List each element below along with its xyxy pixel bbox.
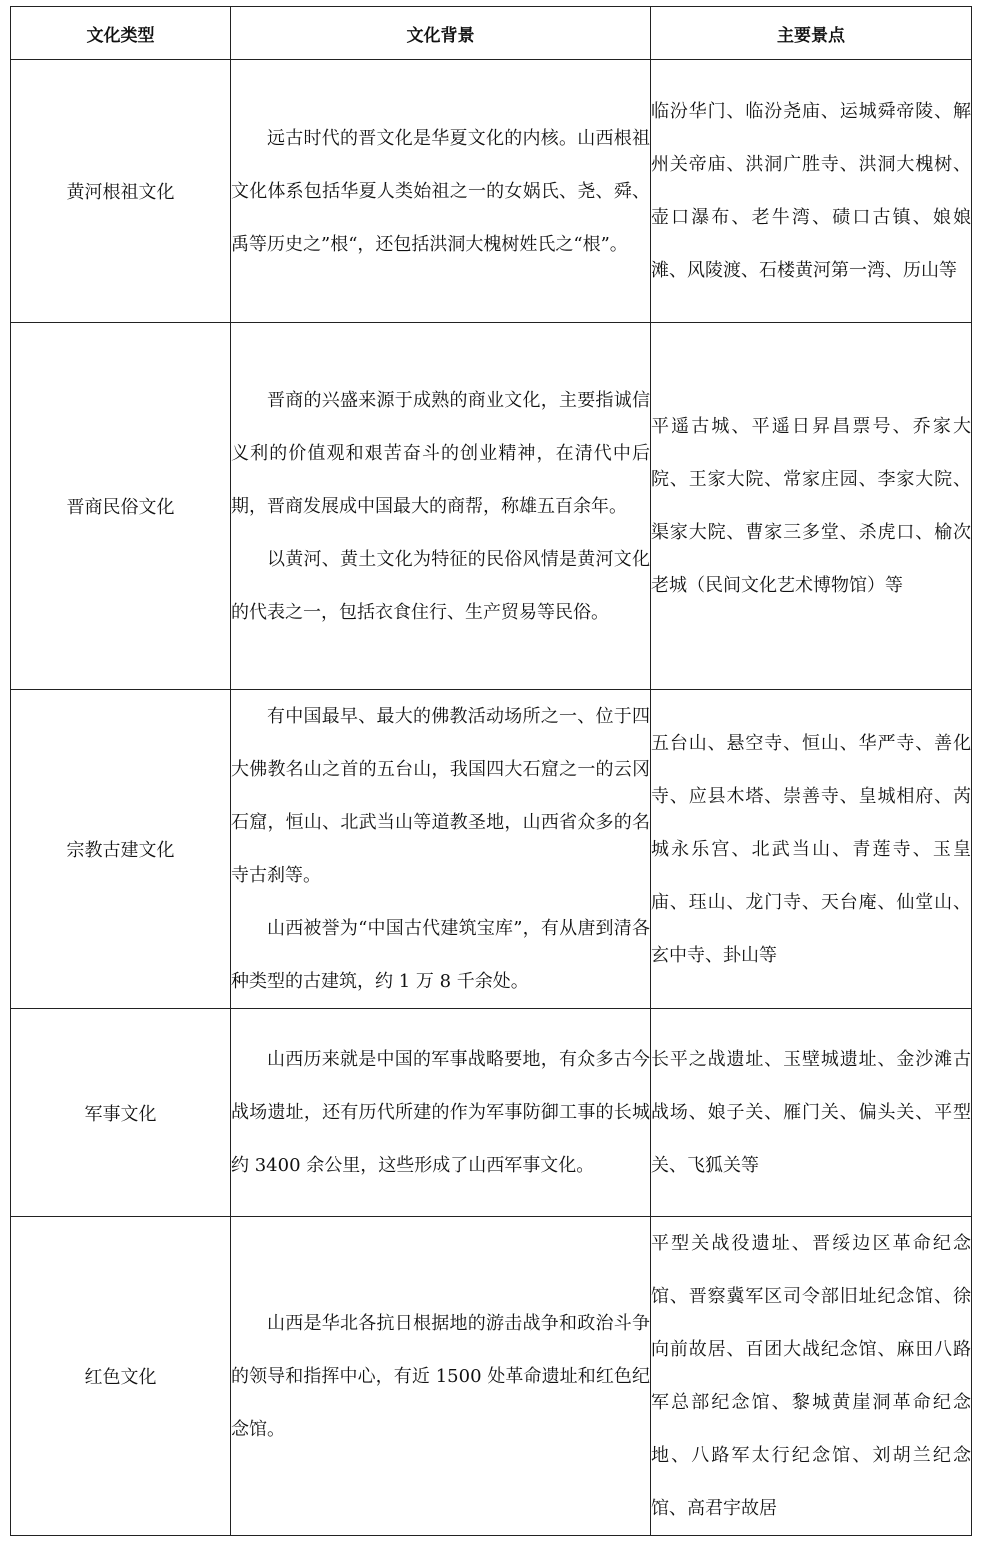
table-row	[11, 60, 972, 323]
main-sites-cell	[651, 1009, 972, 1217]
header-sites: 主要景点	[651, 7, 972, 60]
header-background: 文化背景	[231, 7, 651, 60]
sites-text: 临汾华门、临汾尧庙、运城舜帝陵、解州关帝庙、洪洞广胜寺、洪洞大槐树、壶口瀑布、老牛湾、碛口古镇、娘娘滩、风陵渡、石楼黄河第一湾、历山等	[651, 101, 971, 281]
culture-type-cell: 晋商民俗文化	[11, 323, 231, 690]
main-sites-cell	[651, 60, 972, 323]
culture-background-cell	[231, 1009, 651, 1217]
culture-type-cell: 军事文化	[11, 1009, 231, 1217]
culture-background-cell	[231, 1217, 651, 1536]
background-paragraph: 远古时代的晋文化是华夏文化的内核。山西根祖文化体系包括华夏人类始祖之一的女娲氏、尧、舜、禹等历史之”根“，还包括洪洞大槐树姓氏之“根”。	[231, 127, 650, 255]
culture-type-cell: 宗教古建文化	[11, 690, 231, 1009]
sites-text: 平遥古城、平遥日昇昌票号、乔家大院、王家大院、常家庄园、李家大院、渠家大院、曹家三多堂、杀虎口、榆次老城（民间文化艺术博物馆）等	[651, 416, 971, 596]
background-paragraph: 山西历来就是中国的军事战略要地，有众多古今战场遗址，还有历代所建的作为军事防御工事的长城约 3400 余公里，这些形成了山西军事文化。	[231, 1049, 650, 1176]
table-row	[11, 323, 972, 690]
culture-background-cell	[231, 60, 651, 323]
culture-background-cell	[231, 323, 651, 690]
background-paragraph: 有中国最早、最大的佛教活动场所之一、位于四大佛教名山之首的五台山，我国四大石窟之一的云冈石窟，恒山、北武当山等道教圣地，山西省众多的名寺古刹等。	[231, 706, 650, 886]
header-row	[11, 7, 972, 60]
background-paragraph: 晋商的兴盛来源于成熟的商业文化，主要指诚信义利的价值观和艰苦奋斗的创业精神，在清代中后期，晋商发展成中国最大的商帮，称雄五百余年。	[231, 389, 650, 517]
background-paragraph: 以黄河、黄土文化为特征的民俗风情是黄河文化的代表之一，包括衣食住行、生产贸易等民俗。	[231, 548, 650, 623]
sites-text: 长平之战遗址、玉壁城遗址、金沙滩古战场、娘子关、雁门关、偏头关、平型关、飞狐关等	[651, 1049, 971, 1176]
table-row	[11, 1009, 972, 1217]
table-row	[11, 1217, 972, 1536]
main-sites-cell	[651, 323, 972, 690]
culture-type-cell: 红色文化	[11, 1217, 231, 1536]
culture-type-cell: 黄河根祖文化	[11, 60, 231, 323]
table-row	[11, 690, 972, 1009]
header-type: 文化类型	[11, 7, 231, 60]
main-sites-cell	[651, 690, 972, 1009]
sites-text: 平型关战役遗址、晋绥边区革命纪念馆、晋察冀军区司令部旧址纪念馆、徐向前故居、百团大战纪念馆、麻田八路军总部纪念馆、黎城黄崖洞革命纪念地、八路军太行纪念馆、刘胡兰纪念馆、高君宇故居	[651, 1233, 971, 1519]
main-sites-cell	[651, 1217, 972, 1536]
culture-background-cell	[231, 690, 651, 1009]
background-paragraph: 山西被誉为“中国古代建筑宝库”，有从唐到清各种类型的古建筑，约 1 万 8 千余处。	[231, 918, 650, 992]
sites-text: 五台山、悬空寺、恒山、华严寺、善化寺、应县木塔、崇善寺、皇城相府、芮城永乐宫、北武当山、青莲寺、玉皇庙、珏山、龙门寺、天台庵、仙堂山、玄中寺、卦山等	[651, 732, 971, 966]
culture-table	[10, 6, 972, 1536]
background-paragraph: 山西是华北各抗日根据地的游击战争和政治斗争的领导和指挥中心，有近 1500 处革命遗址和红色纪念馆。	[231, 1312, 650, 1440]
